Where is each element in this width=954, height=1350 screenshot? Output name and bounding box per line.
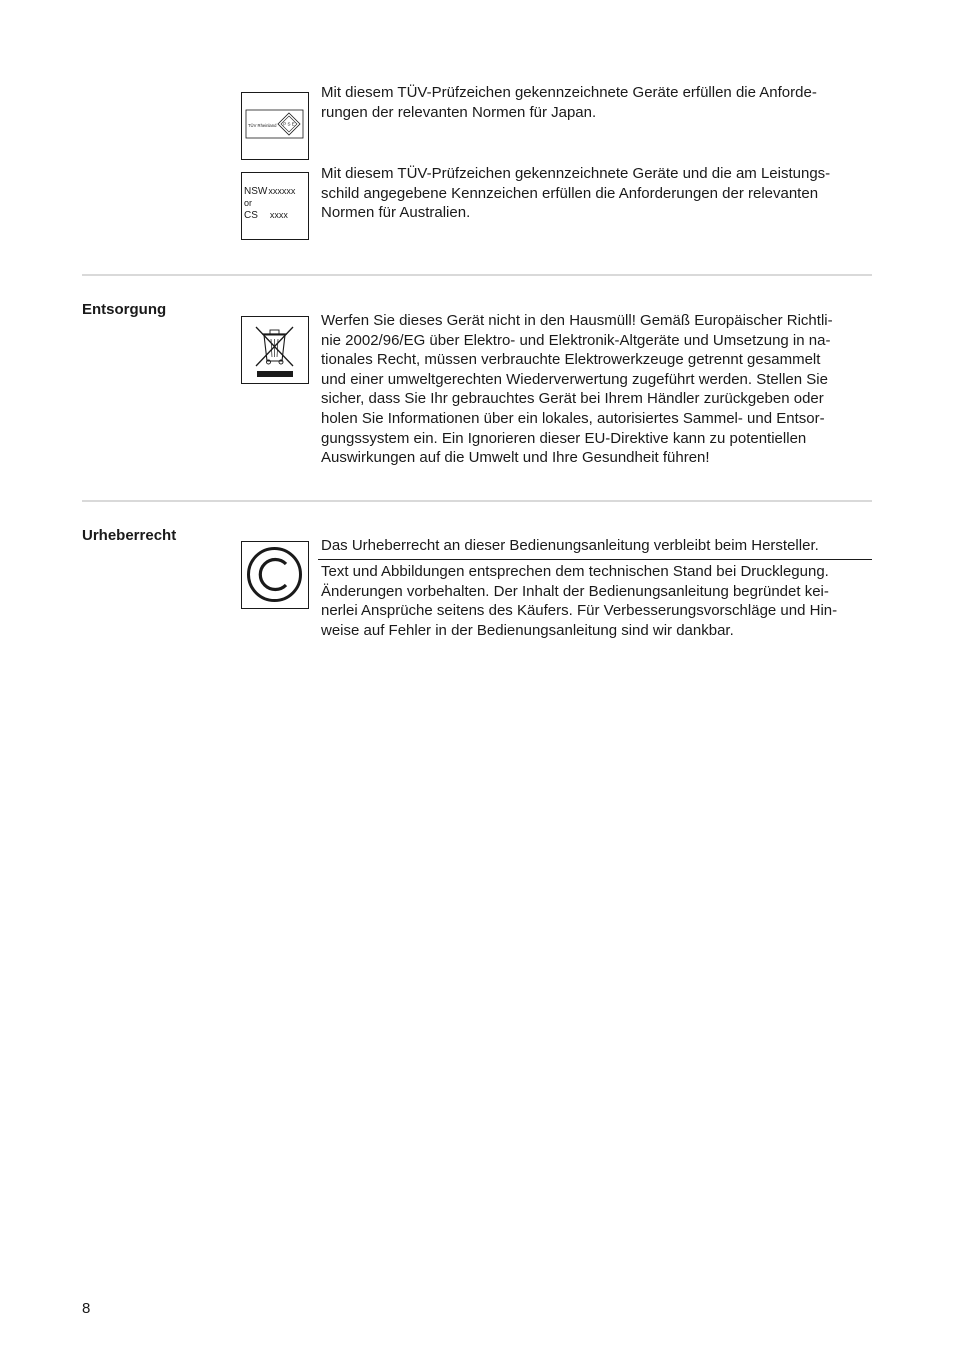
pse-label: P S E: [283, 121, 295, 127]
or-label: or: [244, 198, 253, 208]
nsw-number: xxxxxx: [268, 186, 296, 196]
cs-number: xxxx: [269, 210, 288, 220]
australia-text: Mit diesem TÜV-Prüfzeichen gekennzeichnete Geräte und die am Leistungs- schild angegebene Kennzeichen erfüllen die Anforderungen der relevanten Normen für Australien.: [321, 165, 831, 222]
disposal-heading: Entsorgung: [82, 301, 167, 318]
copyright-heading: Urheberrecht: [82, 527, 177, 544]
copyright-graphic: [242, 542, 307, 607]
crossed-out-bin-graphic: [242, 317, 307, 382]
copyright-text-1: Das Urheberrecht an dieser Bedienungsanleitung verbleibt beim Hersteller.: [321, 537, 819, 554]
crossed-out-bin-icon: [241, 316, 309, 384]
tuv-label: TÜV Rheinland: [248, 123, 277, 128]
japan-text: Mit diesem TÜV-Prüfzeichen gekennzeichnete Geräte erfüllen die Anforde- rungen der relevanten Normen für Japan.: [321, 84, 817, 121]
nsw-label: NSW: [244, 186, 268, 197]
page-number: 8: [82, 1300, 91, 1317]
disposal-text: Werfen Sie dieses Gerät nicht in den Hausmüll! Gemäß Europäischer Richtli- nie 2002/96/EG über Elektro- und Elektronik-Altgeräte und Umsetzung in na- tionales Recht, müssen verbrauchte Elektrowerkzeuge getrennt gesammelt und einer umweltgerechten Wiederverwertung zugeführt werden. Stellen Sie sicher, dass Sie Ihr gebrauchtes Gerät bei Ihrem Händler zurückgeben oder holen Sie Informationen über ein lokales, autorisiertes Sammel- und Entsor- gungssystem ein. Ein Ignorieren dieser EU-Direktive kann zu potentiellen Auswirkungen auf die Umwelt und Ihre Gesundheit führen!: [321, 312, 833, 467]
copyright-underline: [318, 559, 872, 560]
tuv-pse-mark-graphic: [242, 93, 307, 158]
section-divider: [82, 274, 872, 276]
nsw-cs-mark-icon: [241, 172, 309, 240]
section-divider: [82, 500, 872, 502]
copyright-text-2: Text und Abbildungen entsprechen dem technischen Stand bei Drucklegung. Änderungen vorbehalten. Der Inhalt der Bedienungsanleitung begründet kei- nerlei Ansprüche seitens des Käufers. Für Verbesserungsvorschläge und Hin- weise auf Fehler in der Bedienungsanleitung sind wir dankbar.: [321, 563, 838, 639]
cs-label: CS: [244, 210, 258, 221]
copyright-icon: [241, 541, 309, 609]
tuv-pse-mark-icon: [241, 92, 309, 160]
